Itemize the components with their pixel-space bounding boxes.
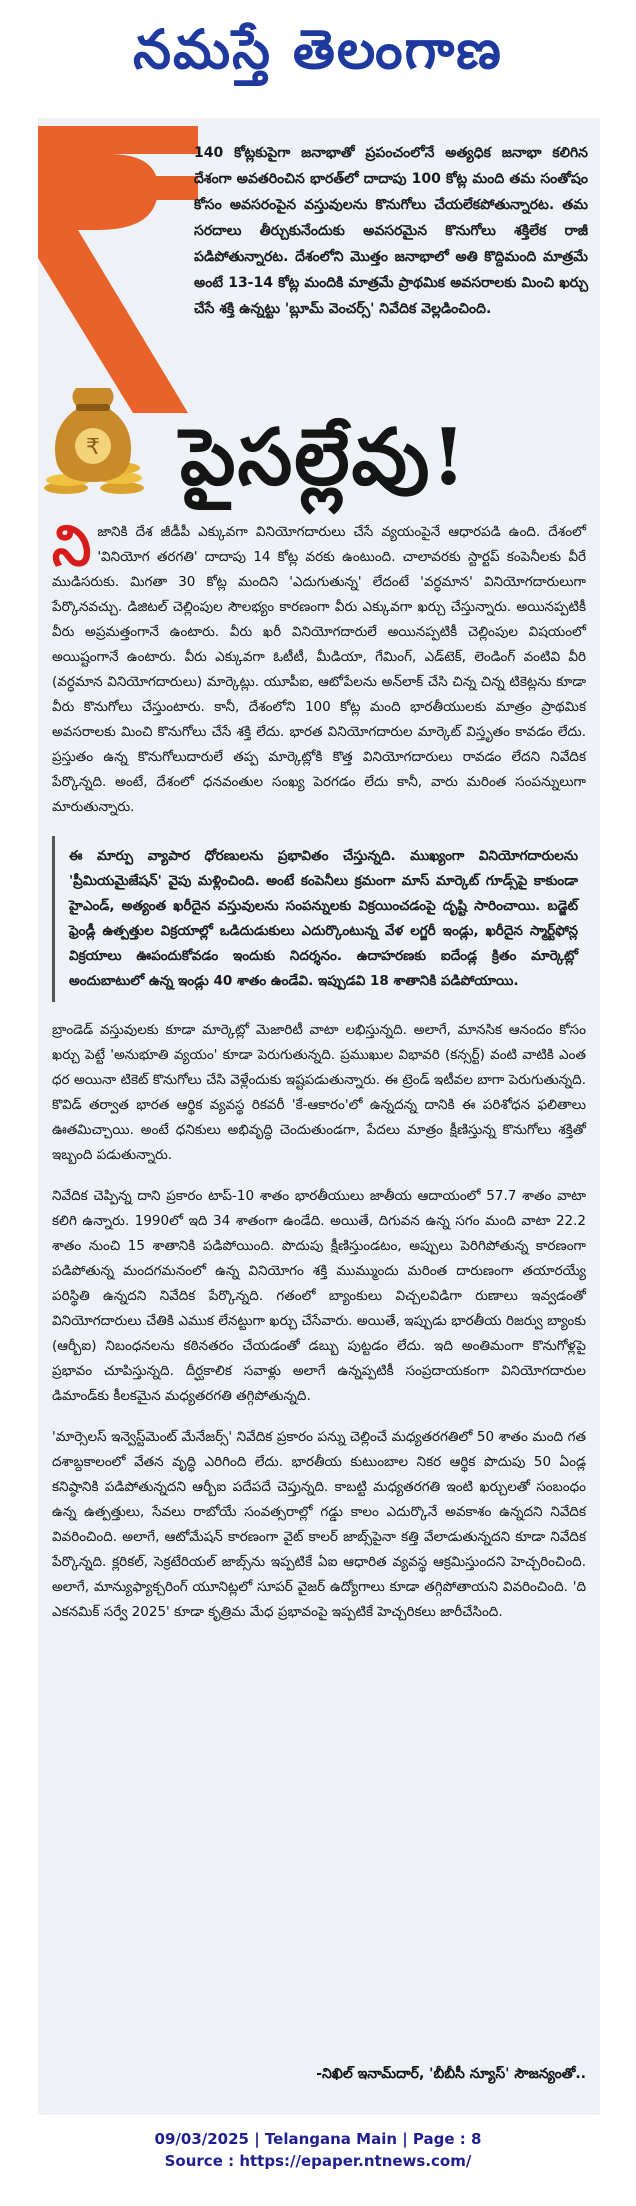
newspaper-title: నమస్తే తెలంగాణ — [133, 17, 503, 81]
paragraph-1 — [52, 513, 586, 820]
svg-text:₹: ₹ — [86, 435, 100, 460]
byline: -నిఖిల్ ఇనామ్‌దార్, 'బీబీసీ న్యూస్' సౌజన్యంతో.. — [316, 2066, 586, 2082]
paragraph-4: 'మార్సెలస్ ఇన్వెస్ట్‌మెంట్ మేనేజర్స్' నివేదిక ప్రకారం పన్ను చెల్లించే మధ్యతరగతిలో 50 శాతం మంది గత దశాబ్దకాలంలో వేతన వృద్ధి ఎరిగింది లేదు. భారతీయ కుటుంబాల నికర ఆర్థిక పొదుపు 50 ఏండ్ల కనిష్ఠానికి పడిపోతున్నదని ఆర్బీఐ పదేపదే చెప్తున్నది. కాబట్టి మధ్యతరగతి ఇంటి ఖర్చులతో సంబంధం ఉన్న ఉత్పత్తులు, సేవలు రాబోయే సంవత్సరాల్లో గడ్డు కాలం ఎదుర్కొనే అవకాశం ఉన్నదని నివేదిక వివరించింది. అలాగే, ఆటోమేషన్ కారణంగా వైట్ కాలర్ జాబ్స్‌పైనా కత్తి వేలాడుతున్నదని కూడా నివేదిక పేర్కొన్నది. క్లరికల్, సెక్రటేరియల్ జాబ్స్‌ను ఇప్పటికే ఏఐ ఆధారిత వ్యవస్థ ఆక్రమిస్తుందని హెచ్చరించింది. అలాగే, మాన్యుఫ్యాక్చరింగ్ యూనిట్లలో సూపర్ వైజర్ ఉద్యోగాలు కూడా తగ్గిపోతాయని వివరించింది. 'ది ఎకనమిక్ సర్వే 2025' కూడా కృత్రిమ మేధ ప్రభావంపై ఇప్పటికే హెచ్చరికలు జారీచేసింది. — [52, 1429, 586, 1620]
paragraph-1-text: జానికి దేశ జీడీపీ ఎక్కువగా వినియోగదారులు చేసే వ్యయంపైనే ఆధారపడి ఉంది. దేశంలో 'వినియోగ తరగతి' దాదాపు 14 కోట్ల వరకు ఉంటుంది. చాలావరకు స్టార్టప్ కంపెనీలకు వీరే ముడిసరుకు. మిగతా 30 కోట్ల మందిని 'ఎదుగుతున్న' లేదంటే 'వర్ధమాన' వినియోగదారులుగా పేర్కొనవచ్చు. డిజిటల్ చెల్లింపుల సౌలభ్యం కారణంగా వీరు ఎక్కువగా ఖర్చు చేస్తున్నారు. అయినప్పటికీ వీరు అప్రమత్తంగానే ఉంటారు. వీరు ఖరీ వినియోగదారులే అయినప్పటికీ చెల్లింపుల విషయంలో అయిష్టంగానే ఉంటారు. వీరు ఎక్కువగా ఓటీటీ, మీడియా, గేమింగ్, ఎడ్‌టెక్, లెండింగ్ వంటివి వీరి (వర్ధమాన వినియోగదారులు) మార్కెట్లు. యూపీఐ, ఆటోపేలను అన్‌లాక్ చేసి చిన్న చిన్న టికెట్లను కూడా వీరు కొనుగోలు చేస్తుంటారు. కానీ, దేశంలోని 100 కోట్ల మంది భారతీయులకు మాత్రం ప్రాథమిక అవసరాలకు మించి కొనుగోలు చేసే శక్తి లేదు. భారత వినియోగదారుల మార్కెట్ విస్తృతం కావడం లేదు. ప్రస్తుతం ఉన్న కొనుగోలుదారులే తప్ప మార్కెట్లోకి కొత్త వినియోగదారులు రావడం లేదని నివేదిక పేర్కొన్నది. అంటే, దేశంలో ధనవంతుల సంఖ్య పెరగడం లేదు కానీ, వారు మరింత సంపన్నులుగా మారుతున్నారు. — [52, 524, 586, 815]
headline: పైసల్లేవు! — [180, 412, 468, 503]
money-bag-icon — [38, 378, 148, 498]
paragraph-2: బ్రాండెడ్ వస్తువులకు కూడా మార్కెట్లో మెజారిటీ వాటా లభిస్తున్నది. అలాగే, మానసిక ఆనందం కోసం ఖర్చు పెట్టే 'అనుభూతి వ్యయం' కూడా పెరుగుతున్నది. ప్రముఖుల విభావరి (కన్సర్ట్) వంటి వాటికి ఎంత ధర అయినా టికెట్ కొనుగోలు చేసి వెళ్లేందుకు ఇష్టపడుతున్నారు. ఈ ట్రెండ్ ఇటీవల బాగా పెరుగుతున్నది. కొవిడ్ తర్వాత భారత ఆర్థిక వ్యవస్థ రికవరీ 'కే-ఆకారం'లో ఉన్నదన్న దానికి ఈ పరిశోధన ఫలితాలు ఊతమిచ్చాయి. అంటే ధనికులు అభివృద్ధి చెందుతుండగా, పేదలు మాత్రం క్షీణిస్తున్న కొనుగోలు శక్తితో ఇబ్బంది పడుతున్నారు. — [52, 1022, 586, 1163]
rupee-symbol-icon — [38, 118, 198, 418]
paragraph-3: నివేదిక చెప్పిన్న దాని ప్రకారం టాప్-10 శాతం భారతీయులు జాతీయ ఆదాయంలో 57.7 శాతం వాటా కలిగి ఉన్నారు. 1990లో ఇది 34 శాతంగా ఉండేది. అయితే, దిగువన ఉన్న సగం మంది వాటా 22.2 శాతం నుంచి 15 శాతానికి పడిపోయింది. పొదుపు క్షీణిస్తుండటం, అప్పులు పెరిగిపోతున్న కారణంగా పడిపోతున్న మందగమనంలో ఉన్న వినియోగం శక్తి ముమ్ముందు మరింత దారుణంగా తయారయ్యే పరిస్థితి ఉన్నదని నివేదిక పేర్కొన్నది. గతంలో బ్యాంకులు విచ్చలవిడిగా రుణాలు ఇవ్వడంతో వినియోగదారులు చేతికి ఎముక లేనట్టుగా ఖర్చు చేసేవారు. అయితే, ఇప్పుడు భారతీయ రిజర్వు బ్యాంకు (ఆర్బీఐ) నిబంధనలను కఠినతరం చేయడంతో డబ్బు పుట్టడం లేదు. ఇది అంతిమంగా కొనుగోళ్లపై ప్రభావం చూపిస్తున్నది. దీర్ఘకాలిక సవాళ్లు అలాగే ఉన్నప్పటికీ సంప్రదాయకంగా వినియోగదారుల డిమాండ్‌కు కీలకమైన మధ్యతరగతి తగ్గిపోతున్నది. — [52, 1188, 586, 1404]
article — [38, 118, 600, 2115]
footer-source-link[interactable]: Source : https://epaper.ntnews.com/ — [164, 2152, 472, 2170]
masthead — [0, 0, 636, 112]
article-body — [52, 513, 586, 1625]
article-hero — [38, 118, 600, 522]
pull-quote: ఈ మార్పు వ్యాపార ధోరణులను ప్రభావితం చేస్తున్నది. ముఖ్యంగా వినియోగదారులను 'ప్రీమియమైజేషన్' వైపు మళ్లించింది. అంటే కంపెనీలు క్రమంగా మాస్ మార్కెట్ గూడ్స్‌పై కాకుండా హైఎండ్, అత్యంత ఖరీదైన వస్తువులను సంపన్నులకు విక్రయించడంపై దృష్టి సారించాయి. బడ్జెట్ ఫ్రెండ్లీ ఉత్పత్తుల విక్రయాల్లో ఒడిదుడుకులు ఎదుర్కొంటున్న వేళ లగ్జరీ ఇండ్లు, ఖరీదైన స్మార్ట్‌ఫోన్ల విక్రయాలు ఊపందుకోవడం ఇందుకు నిదర్శనం. ఉదాహరణకు ఐదేండ్ల క్రితం మార్కెట్లో అందుబాటులో ఉన్న ఇండ్లు 40 శాతం ఉండేవి. ఇప్పుడవి 18 శాతానికి పడిపోయాయి. — [52, 836, 586, 1002]
intro-paragraph: 140 కోట్లకుపైగా జనాభాతో ప్రపంచంలోనే అత్యధిక జనాభా కలిగిన దేశంగా అవతరించిన భారత్‌లో దాదాపు 100 కోట్ల మంది తమ సంతోషం కోసం అవసరంపైన వస్తువులను కొనుగోలు చేయలేకపోతున్నారట. తమ సరదాలు తీర్చుకునేందుకు అవసరమైన కొనుగోలు శక్తిలేక రాజీ పడిపోతున్నారట. దేశంలోని మొత్తం జనాభాలో అతి కొద్దిమంది మాత్రమే అంటే 13-14 కోట్ల మందికి మాత్రమే ప్రాథమిక అవసరాలకు మించి ఖర్చు చేసే శక్తి ఉన్నట్టు 'బ్లూమ్ వెంచర్స్' నివేదిక వెల్లడించింది. — [194, 145, 588, 317]
footer-date-page: 09/03/2025 | Telangana Main | Page : 8 — [154, 2130, 482, 2148]
page-footer — [0, 2128, 636, 2172]
dropcap: ని — [52, 513, 92, 579]
